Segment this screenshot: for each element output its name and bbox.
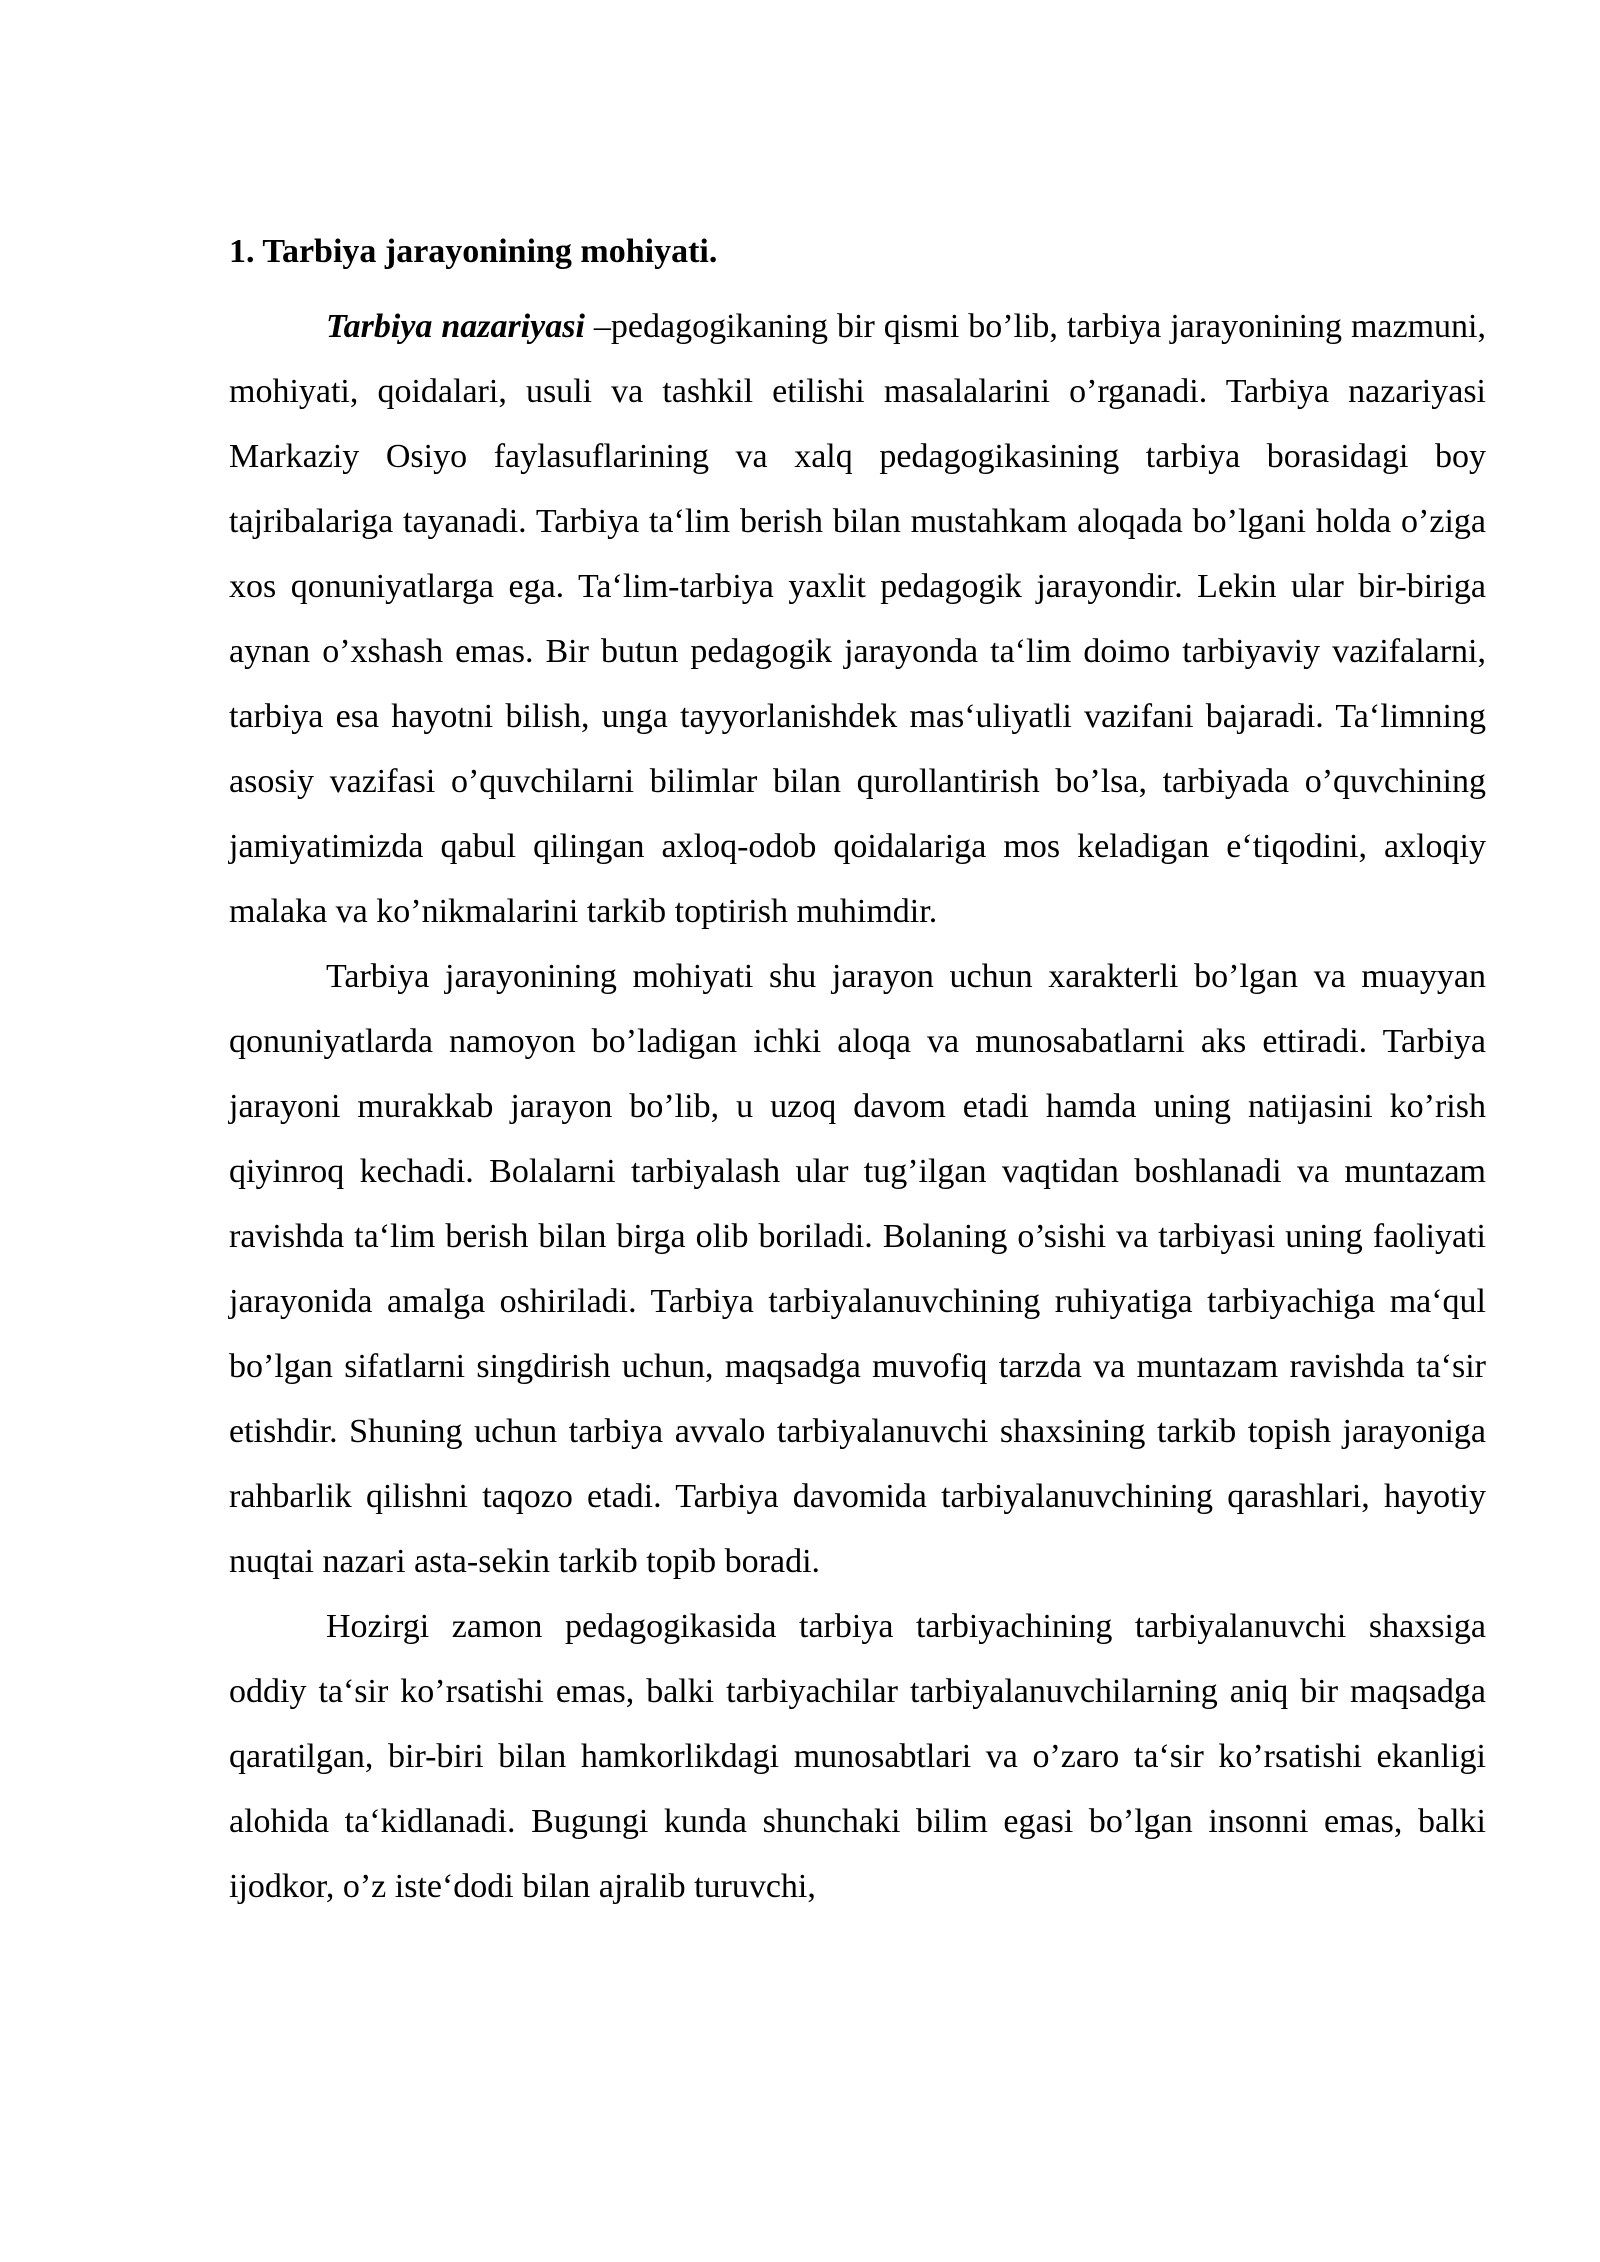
term-tarbiya-nazariyasi: Tarbiya nazariyasi — [326, 308, 585, 345]
paragraph-1-text: –pedagogikaning bir qismi bo’lib, tarbiya jarayonining mazmuni, mohiyati, qoidalari, usuli va tashkil etilishi masalalarini o’rganadi. Tarbiya nazariyasi Markaziy Osiyo faylasuflarining va xalq pedagogikasining tarbiya borasidagi boy tajribalariga tayanadi. Tarbiya ta‘lim berish bilan mustahkam aloqada bo’lgani holda o’ziga xos qonuniyatlarga ega. Ta‘lim-tarbiya yaxlit pedagogik jarayondir. Lekin ular bir-biriga aynan o’xshash emas. Bir butun pedagogik jarayonda ta‘lim doimo tarbiyaviy vazifalarni, tarbiya esa hayotni bilish, unga tayyorlanishdek mas‘uliyatli vazifani bajaradi. Ta‘limning asosiy vazifasi o’quvchilarni bilimlar bilan qurollantirish bo’lsa, tarbiyada o’quvchining jamiyatimizda qabul qilingan axloq-odob qoidalariga mos keladigan e‘tiqodini, axloqiy malaka va ko’nikmalarini tarkib toptirish muhimdir. — [229, 308, 1486, 930]
paragraph-1 — [229, 294, 1486, 944]
page-content — [229, 228, 1486, 1919]
paragraph-3: Hozirgi zamon pedagogikasida tarbiya tarbiyachining tarbiyalanuvchi shaxsiga oddiy ta‘sir ko’rsatishi emas, balki tarbiyachilar tarbiyalanuvchilarning aniq bir maqsadga qaratilgan, bir-biri bilan hamkorlikdagi munosabtlari va o’zaro ta‘sir ko’rsatishi ekanligi alohida ta‘kidlanadi. Bugungi kunda shunchaki bilim egasi bo’lgan insonni emas, balki ijodkor, o’z iste‘dodi bilan ajralib turuvchi, — [229, 1608, 1486, 1905]
paragraph-2: Tarbiya jarayonining mohiyati shu jarayon uchun xarakterli bo’lgan va muayyan qonuniyatlarda namoyon bo’ladigan ichki aloqa va munosabatlarni aks ettiradi. Tarbiya jarayoni murakkab jarayon bo’lib, u uzoq davom etadi hamda uning natijasini ko’rish qiyinroq kechadi. Bolalarni tarbiyalash ular tug’ilgan vaqtidan boshlanadi va muntazam ravishda ta‘lim berish bilan birga olib boriladi. Bolaning o’sishi va tarbiyasi uning faoliyati jarayonida amalga oshiriladi. Tarbiya tarbiyalanuvchining ruhiyatiga tarbiyachiga ma‘qul bo’lgan sifatlarni singdirish uchun, maqsadga muvofiq tarzda va muntazam ravishda ta‘sir etishdir. Shuning uchun tarbiya avvalo tarbiyalanuvchi shaxsining tarkib topish jarayoniga rahbarlik qilishni taqozo etadi. Tarbiya davomida tarbiyalanuvchining qarashlari, hayotiy nuqtai nazari asta-sekin tarkib topib boradi. — [229, 958, 1486, 1580]
section-heading: 1. Tarbiya jarayonining mohiyati. — [229, 233, 718, 270]
